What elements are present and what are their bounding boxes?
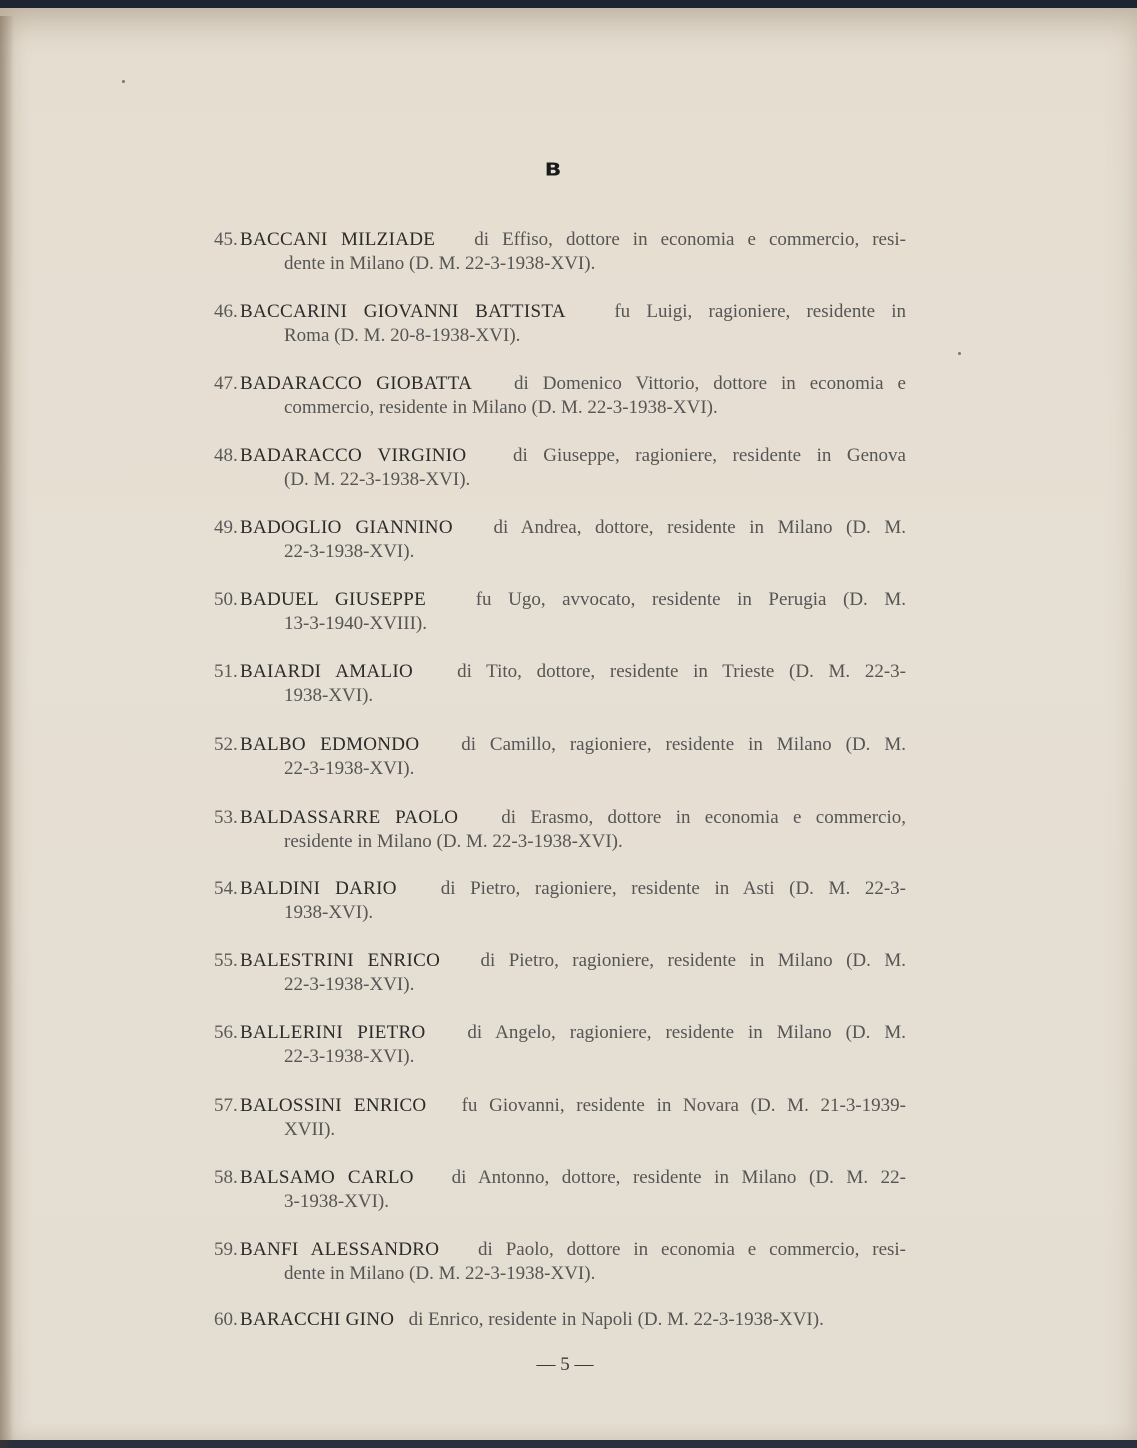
entry-name: BAIARDI AMALIO — [240, 661, 413, 682]
list-item — [214, 949, 906, 997]
list-item — [214, 1166, 907, 1214]
list-item — [214, 228, 906, 276]
paper-speck — [958, 352, 961, 355]
entry-continuation: XVII). — [284, 1119, 336, 1140]
page-number: — 5 — — [536, 1354, 594, 1375]
entry-name: BACCARINI GIOVANNI BATTISTA — [240, 301, 566, 322]
entry-first-line — [240, 1308, 906, 1332]
entry-first-line — [240, 588, 906, 612]
entry-number: 54. — [214, 878, 238, 899]
entry-name: BADARACCO GIOBATTA — [240, 373, 473, 394]
entry-number: 55. — [214, 950, 238, 971]
paper-speck — [122, 80, 125, 83]
entry-name: BALSAMO CARLO — [240, 1167, 414, 1188]
entry-first-line — [240, 877, 906, 901]
entry-continuation: 1938-XVI). — [284, 685, 374, 706]
entry-name: BALLERINI PIETRO — [240, 1022, 426, 1043]
entry-details: di Giuseppe, ragioniere, residente in Genova — [512, 445, 906, 466]
entry-name: BANFI ALESSANDRO — [240, 1239, 440, 1260]
entry-number: 51. — [214, 661, 238, 682]
list-item — [214, 806, 906, 854]
entry-first-line — [240, 300, 906, 324]
list-item — [214, 588, 907, 636]
entry-number: 46. — [214, 301, 238, 322]
entry-number: 57. — [214, 1095, 238, 1116]
entry-continuation: 3-1938-XVI). — [284, 1191, 390, 1212]
list-item — [214, 660, 906, 708]
list-item — [214, 733, 907, 781]
list-item — [214, 1021, 907, 1069]
entry-name: BALDINI DARIO — [240, 878, 397, 899]
entry-name: BALOSSINI ENRICO — [240, 1095, 427, 1116]
list-item — [214, 516, 906, 564]
entry-details: di Tito, dottore, residente in Trieste (D. M. 22-3- — [457, 661, 906, 682]
entry-first-line — [240, 372, 906, 396]
entry-first-line — [240, 1238, 906, 1262]
entry-name: BADARACCO VIRGINIO — [240, 445, 467, 466]
list-item — [214, 1238, 907, 1286]
entry-name: BACCANI MILZIADE — [240, 229, 436, 250]
entry-continuation: 22-3-1938-XVI). — [284, 758, 415, 779]
entry-details: fu Luigi, ragioniere, residente in — [614, 301, 907, 322]
entry-name: BADOGLIO GIANNINO — [240, 517, 453, 538]
entry-continuation: 22-3-1938-XVI). — [284, 541, 415, 562]
entry-continuation: 1938-XVI). — [284, 902, 374, 923]
entry-first-line — [240, 516, 906, 540]
entry-details: di Andrea, dottore, residente in Milano (D. M. — [493, 517, 906, 538]
entry-number: 58. — [214, 1167, 238, 1188]
list-item — [214, 1094, 907, 1142]
entry-first-line — [240, 444, 906, 468]
entry-number: 47. — [214, 373, 238, 394]
entry-number: 45. — [214, 229, 238, 250]
entry-name: BALBO EDMONDO — [240, 734, 420, 755]
entry-details: fu Ugo, avvocato, residente in Perugia (D. M. — [475, 589, 907, 610]
entry-details: di Angelo, ragioniere, residente in Milano (D. M. — [467, 1022, 907, 1043]
entry-first-line — [240, 806, 906, 830]
list-item — [214, 1308, 906, 1332]
entry-continuation: (D. M. 22-3-1938-XVI). — [284, 469, 471, 490]
list-item — [214, 877, 906, 925]
list-item — [214, 372, 906, 420]
entry-number: 59. — [214, 1239, 238, 1260]
entry-number: 53. — [214, 807, 238, 828]
list-item — [214, 444, 906, 492]
entry-number: 50. — [214, 589, 238, 610]
document-page — [0, 8, 1137, 1440]
entry-continuation: 22-3-1938-XVI). — [284, 1046, 415, 1067]
entry-details: fu Giovanni, residente in Novara (D. M. 21-3-1939- — [461, 1095, 907, 1116]
entry-number: 56. — [214, 1022, 238, 1043]
entry-first-line — [240, 1166, 906, 1190]
entry-name: BADUEL GIUSEPPE — [240, 589, 427, 610]
entry-first-line — [240, 1094, 906, 1118]
binding-shadow — [0, 16, 14, 1448]
entry-continuation: dente in Milano (D. M. 22-3-1938-XVI). — [284, 253, 596, 274]
entry-details: di Effiso, dottore in economia e commercio, resi- — [474, 229, 906, 250]
entry-number: 48. — [214, 445, 238, 466]
entry-details: di Domenico Vittorio, dottore in economia e — [514, 373, 906, 394]
entry-first-line — [240, 228, 906, 252]
entry-continuation: 13-3-1940-XVIII). — [284, 613, 427, 634]
entry-name: BALDASSARRE PAOLO — [240, 807, 459, 828]
entry-first-line — [240, 660, 906, 684]
entry-name: BALESTRINI ENRICO — [240, 950, 441, 971]
entry-number: 49. — [214, 517, 238, 538]
entry-continuation: dente in Milano (D. M. 22-3-1938-XVI). — [284, 1263, 596, 1284]
entry-number: 52. — [214, 734, 238, 755]
entry-first-line — [240, 733, 906, 757]
entry-continuation: commercio, residente in Milano (D. M. 22-3-1938-XVI). — [284, 397, 718, 418]
entry-details: di Paolo, dottore in economia e commercio, resi- — [478, 1239, 907, 1260]
entry-first-line — [240, 949, 906, 973]
section-letter: B — [544, 160, 562, 180]
entry-continuation: Roma (D. M. 20-8-1938-XVI). — [284, 325, 521, 346]
list-item — [214, 300, 907, 348]
entry-first-line — [240, 1021, 906, 1045]
entry-details: di Pietro, ragioniere, residente in Milano (D. M. — [480, 950, 906, 971]
entry-continuation: residente in Milano (D. M. 22-3-1938-XVI). — [284, 831, 623, 852]
entry-details: di Antonno, dottore, residente in Milano (D. M. 22- — [451, 1167, 907, 1188]
entry-number: 60. — [214, 1309, 238, 1330]
entry-details: di Pietro, ragioniere, residente in Asti (D. M. 22-3- — [440, 878, 906, 899]
entry-name: BARACCHI GINO — [240, 1309, 395, 1330]
entry-details: di Camillo, ragioniere, residente in Milano (D. M. — [461, 734, 907, 755]
entry-details: di Enrico, residente in Napoli (D. M. 22-3-1938-XVI). — [408, 1309, 824, 1330]
entry-continuation: 22-3-1938-XVI). — [284, 974, 415, 995]
entry-details: di Erasmo, dottore in economia e commercio, — [501, 807, 906, 828]
